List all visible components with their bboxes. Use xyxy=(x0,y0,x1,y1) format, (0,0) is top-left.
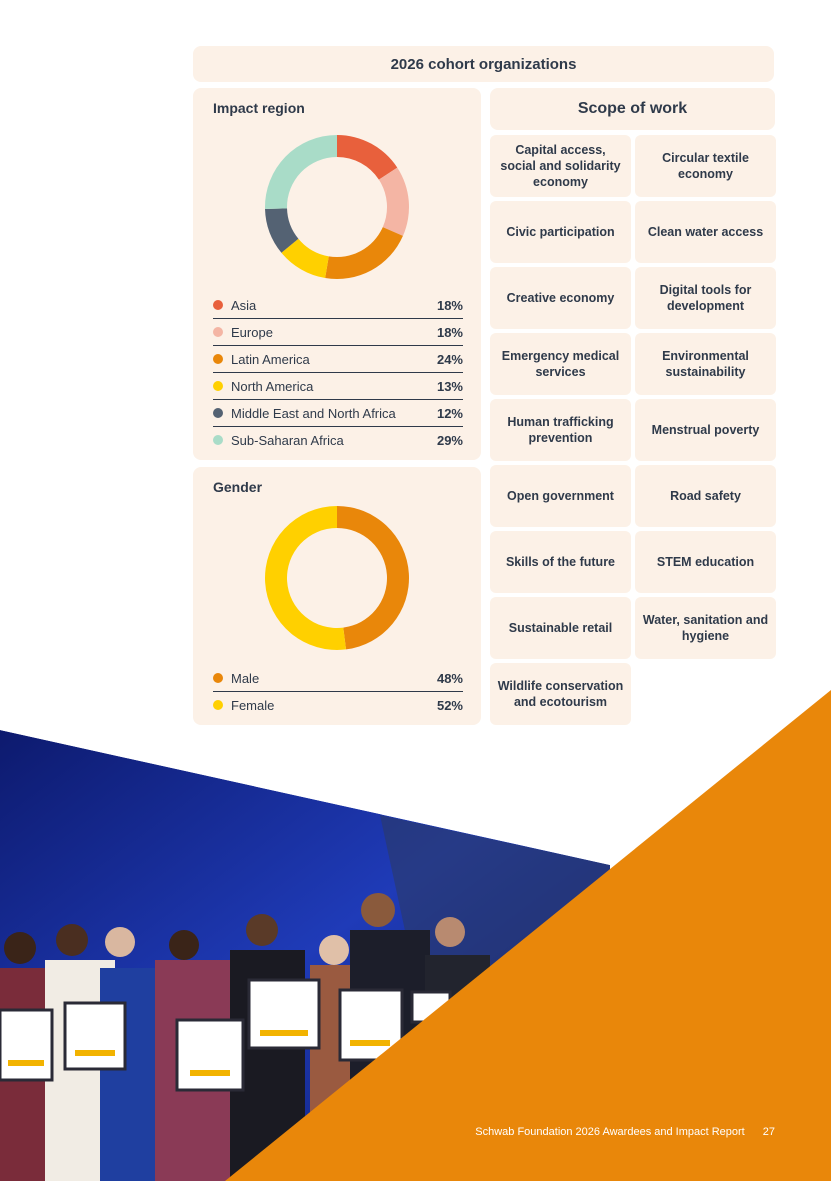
legend-row-latin-america xyxy=(213,346,463,373)
legend-row-asia xyxy=(213,292,463,319)
legend-value: 29% xyxy=(436,432,463,448)
scope-item: Wildlife conservation and ecotourism xyxy=(490,663,631,725)
scope-item: Skills of the future xyxy=(490,531,631,593)
legend-value: 24% xyxy=(436,351,463,367)
legend-dot xyxy=(213,408,223,418)
page-footer xyxy=(400,1126,775,1138)
donut-slice-asia xyxy=(337,135,397,180)
legend-row-europe xyxy=(213,319,463,346)
legend-row-sub-saharan-africa xyxy=(213,427,463,453)
donut-slice-female xyxy=(265,506,346,650)
scope-item: Road safety xyxy=(635,465,776,527)
scope-item: Sustainable retail xyxy=(490,597,631,659)
legend-label: Latin America xyxy=(231,351,310,367)
legend-value: 18% xyxy=(436,324,463,340)
impact-region-card xyxy=(193,88,481,460)
legend-dot xyxy=(213,300,223,310)
legend-label: Middle East and North Africa xyxy=(231,405,396,421)
legend-dot xyxy=(213,381,223,391)
scope-item: Capital access, social and solidarity economy xyxy=(490,135,631,197)
gender-card xyxy=(193,467,481,725)
legend-value: 52% xyxy=(436,697,463,713)
scope-item: Emergency medical services xyxy=(490,333,631,395)
legend-row-male xyxy=(213,665,463,692)
page-number: 27 xyxy=(762,1126,775,1138)
footer-report-title: Schwab Foundation 2026 Awardees and Impact Report xyxy=(475,1126,745,1138)
donut-slice-sub-saharan-africa xyxy=(265,135,337,209)
legend-label: North America xyxy=(231,378,314,394)
legend-label: Sub-Saharan Africa xyxy=(231,432,344,448)
impact-region-donut-chart xyxy=(264,134,410,280)
legend-label: Europe xyxy=(231,324,273,340)
donut-slice-europe xyxy=(379,168,409,236)
scope-item: Digital tools for development xyxy=(635,267,776,329)
donut-slice-male xyxy=(337,506,409,649)
legend-dot xyxy=(213,700,223,710)
scope-item: STEM education xyxy=(635,531,776,593)
donut-slice-latin-america xyxy=(325,227,403,279)
legend-label: Female xyxy=(231,697,275,713)
scope-item: Clean water access xyxy=(635,201,776,263)
impact-region-legend xyxy=(213,292,463,453)
page-header-title: 2026 cohort organizations xyxy=(193,46,774,82)
legend-label: Asia xyxy=(231,297,257,313)
legend-dot xyxy=(213,673,223,683)
legend-value: 12% xyxy=(436,405,463,421)
legend-dot xyxy=(213,354,223,364)
legend-dot xyxy=(213,327,223,337)
legend-dot xyxy=(213,435,223,445)
scope-item: Civic participation xyxy=(490,201,631,263)
legend-row-middle-east-north-africa xyxy=(213,400,463,427)
legend-label: Male xyxy=(231,670,260,686)
scope-item: Menstrual poverty xyxy=(635,399,776,461)
scope-of-work-grid xyxy=(490,135,776,725)
scope-item: Circular textile economy xyxy=(635,135,776,197)
legend-value: 13% xyxy=(436,378,463,394)
impact-region-title: Impact region xyxy=(213,100,305,116)
gender-title: Gender xyxy=(213,479,263,495)
scope-item: Environmental sustainability xyxy=(635,333,776,395)
scope-item: Creative economy xyxy=(490,267,631,329)
scope-item: Human trafficking prevention xyxy=(490,399,631,461)
legend-value: 48% xyxy=(436,670,463,686)
scope-item: Water, sanitation and hygiene xyxy=(635,597,776,659)
scope-of-work-title: Scope of work xyxy=(490,88,775,130)
gender-donut-chart xyxy=(264,505,410,651)
legend-value: 18% xyxy=(436,297,463,313)
scope-item: Open government xyxy=(490,465,631,527)
legend-row-female xyxy=(213,692,463,718)
gender-legend xyxy=(213,665,463,718)
legend-row-north-america xyxy=(213,373,463,400)
